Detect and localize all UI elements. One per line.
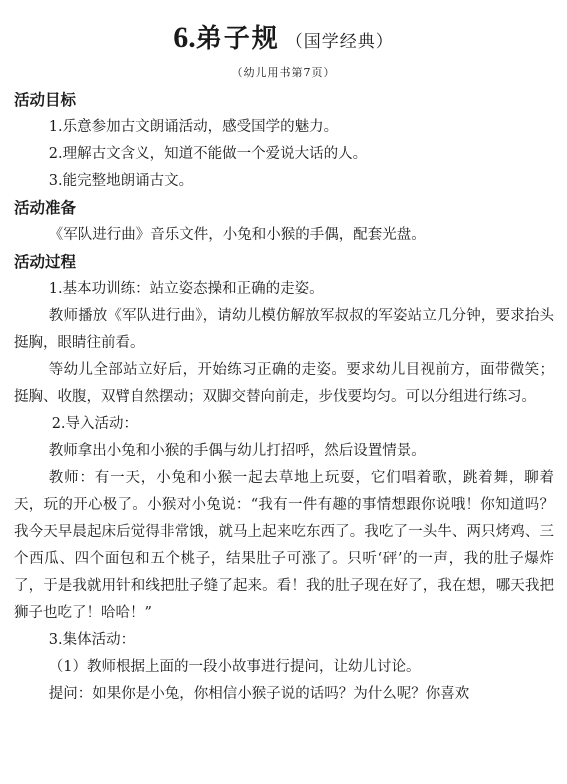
process-paragraph: （1）教师根据上面的一段小故事进行提问，让幼儿讨论。 [48,659,421,675]
process-paragraph: 教师拿出小兔和小猴的手偶与幼儿打招呼，然后设置情景。 [48,443,426,459]
lesson-title [0,18,567,55]
lesson-number: 6. [173,21,196,54]
lesson-category: （国学经典） [285,32,394,52]
goal-item: 3.能完整地朗诵古文。 [48,173,194,189]
process-heading: 活动过程 [14,253,77,271]
preparation-heading: 活动准备 [14,199,77,217]
preparation-text: 《军队进行曲》音乐文件，小兔和小猴的手偶，配套光盘。 [48,227,426,243]
process-paragraph: 教师播放《军队进行曲》，请幼儿模仿解放军叔叔的军姿站立几分钟，要求抬头挺胸，眼睛往前看。 [14,308,554,351]
goal-item: 2.理解古文含义，知道不能做一个爱说大话的人。 [48,146,368,162]
book-page-reference: （幼儿用书第7页） [231,66,336,79]
process-paragraph: 1.基本功训练：站立姿态操和正确的走姿。 [48,281,324,297]
document-body [14,87,554,708]
process-paragraph: 教师：有一天，小兔和小猴一起去草地上玩耍，它们唱着歌，跳着舞，聊着天，玩的开心极了。小猴对小兔说：“我有一件有趣的事情想跟你说哦！你知道吗？我今天早晨起床后觉得非常饿，就马上起来吃东西了。我吃了一头牛、两只烤鸡、三个西瓜、四个面包和五个桃子，结果肚子可涨了。只听‘砰’的一声，我的肚子爆炸了，于是我就用针和线把肚子缝了起来。看！我的肚子现在好了，我在想，哪天我把狮子也吃了！哈哈！” [14,470,554,621]
lesson-title-text: 弟子规 [195,24,280,54]
process-paragraph: 2.导入活动： [51,416,139,432]
process-paragraph: 3.集体活动： [48,632,136,648]
process-paragraph: 等幼儿全部站立好后，开始练习正确的走姿。要求幼儿目视前方，面带微笑；挺胸、收腹，双臂自然摆动；双脚交替向前走，步伐要均匀。可以分组进行练习。 [14,362,554,405]
goals-heading: 活动目标 [14,91,77,109]
process-paragraph: 提问：如果你是小兔，你相信小猴子说的话吗？为什么呢？你喜欢 [48,686,470,702]
goal-item: 1.乐意参加古文朗诵活动，感受国学的魅力。 [48,119,339,135]
